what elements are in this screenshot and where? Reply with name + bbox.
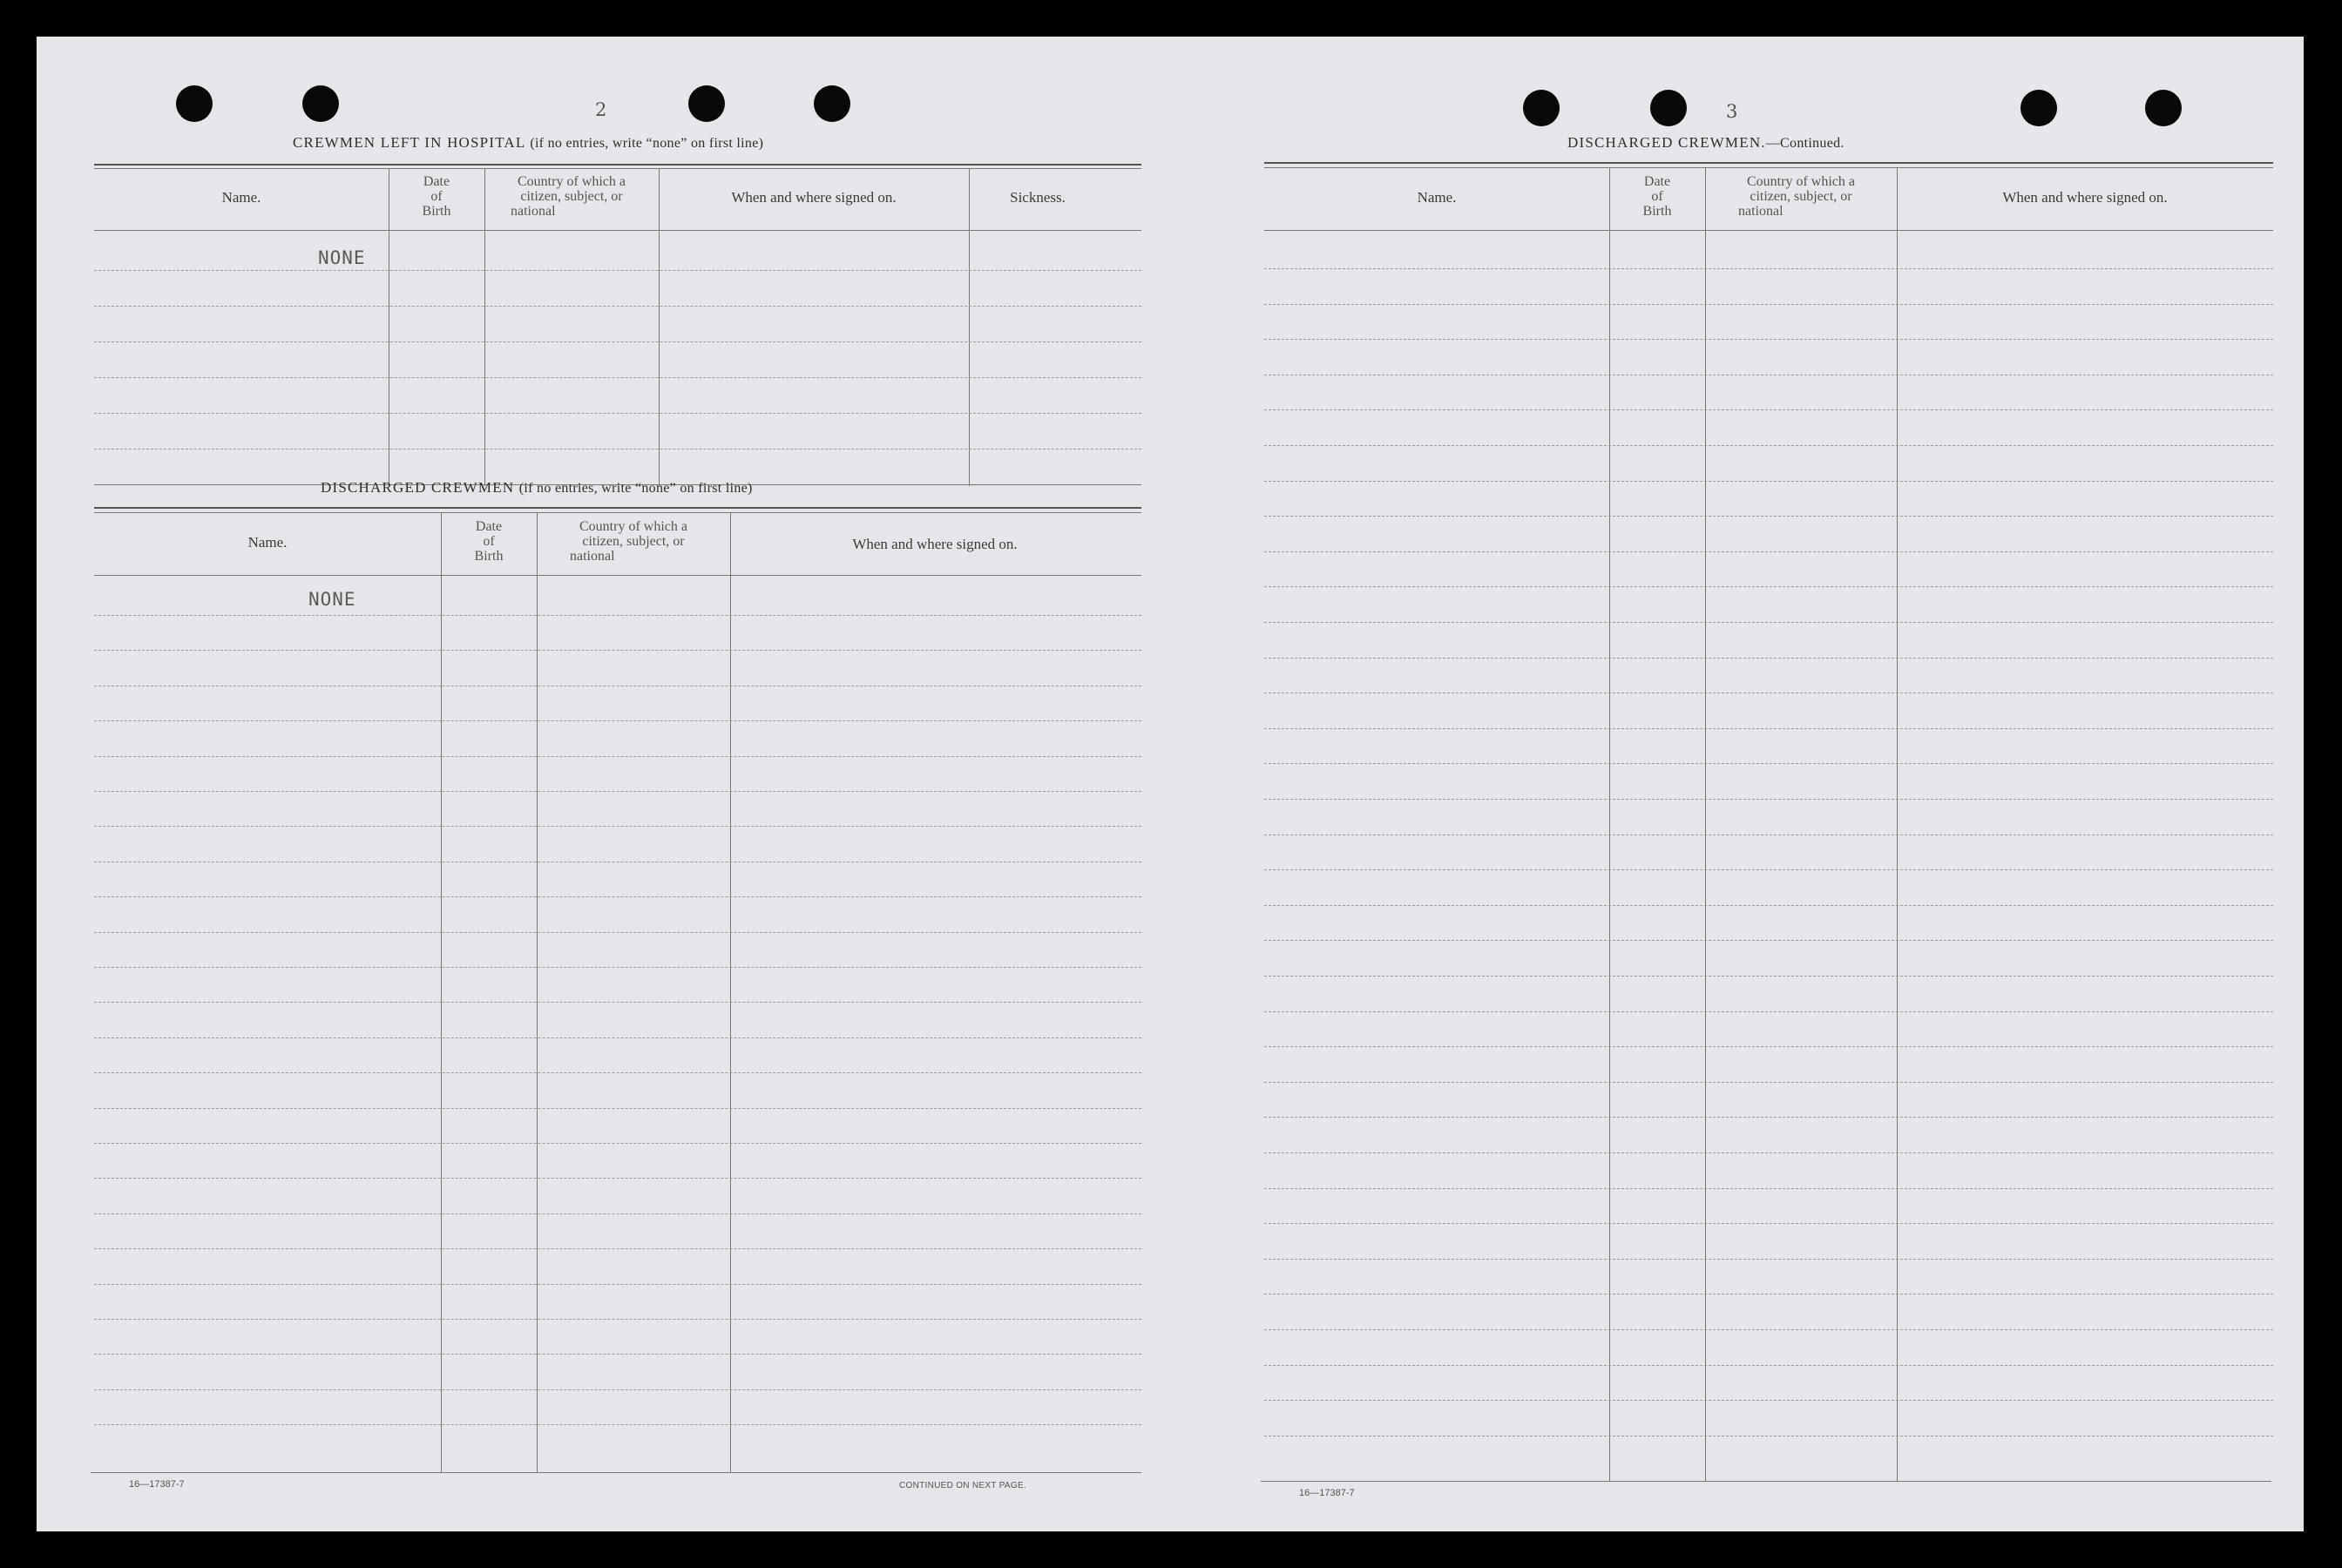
row-line (1264, 799, 2273, 800)
punch-hole (814, 85, 850, 122)
punch-hole (176, 85, 213, 122)
row-line (1264, 1117, 2273, 1118)
discharged-col-divider (441, 512, 442, 1472)
discharged-col-name: Name. (247, 534, 288, 551)
punch-hole (2145, 90, 2182, 126)
row-line (1264, 1188, 2273, 1189)
row-line (94, 1002, 1141, 1003)
row-line (94, 826, 1141, 827)
row-line (94, 1319, 1141, 1320)
discharged-col-dob (441, 519, 537, 564)
hospital-top-rule (94, 164, 1141, 166)
row-line (94, 1389, 1141, 1390)
row-line (94, 377, 1141, 378)
row-line (1264, 409, 2273, 410)
row-line (94, 341, 1141, 342)
row-line (1264, 551, 2273, 552)
hdr-line: Birth (422, 204, 451, 219)
discharged-title-note: (if no entries, write “none” on first line) (518, 481, 753, 496)
hospital-entry-none: NONE (318, 247, 366, 268)
row-line (1264, 728, 2273, 729)
hospital-section-title (293, 134, 763, 152)
discharged-section-title (321, 479, 753, 497)
discharged-top-rule (94, 507, 1141, 509)
discharged-col-signed: When and where signed on. (852, 536, 1018, 552)
row-line (1264, 869, 2273, 870)
row-line (94, 650, 1141, 651)
punch-hole (302, 85, 339, 122)
punch-hole (1523, 90, 1560, 126)
page-number: 3 (1726, 101, 1738, 122)
row-line (1264, 1011, 2273, 1012)
hdr-line: Country of which a (518, 174, 626, 189)
discharged-title-main: DISCHARGED CREWMEN (321, 479, 515, 496)
page-right (1170, 37, 2304, 1531)
hospital-col-divider (484, 169, 485, 486)
row-line (1264, 516, 2273, 517)
hdr-line: Birth (1642, 204, 1672, 219)
row-line (1264, 976, 2273, 977)
row-line (94, 413, 1141, 414)
right-col-divider (1609, 167, 1610, 1481)
hdr-line: national (570, 549, 615, 564)
right-col-divider (1897, 167, 1898, 1481)
row-line (1264, 763, 2273, 764)
right-col-country (1705, 174, 1897, 219)
row-line (94, 1143, 1141, 1144)
discharged-header-rule (94, 575, 1141, 576)
right-bottom-rule (1261, 1481, 2271, 1482)
right-col-signed: When and where signed on. (2002, 189, 2168, 206)
punch-hole (2020, 90, 2057, 126)
punch-hole (688, 85, 725, 122)
row-line (1264, 268, 2273, 269)
row-line (94, 932, 1141, 933)
right-top-rule (1264, 162, 2273, 164)
row-line (1264, 586, 2273, 587)
hdr-line: Date (1643, 174, 1671, 189)
document-sheet (37, 37, 2304, 1531)
form-number: 16—17387-7 (1299, 1488, 1355, 1498)
discharged-entry-none: NONE (308, 589, 356, 610)
row-line (1264, 905, 2273, 906)
hospital-col-divider (659, 169, 660, 486)
row-line (1264, 1259, 2273, 1260)
row-line (1264, 481, 2273, 482)
hospital-col-signed: When and where signed on. (731, 189, 897, 206)
row-line (94, 306, 1141, 307)
right-col-divider (1705, 167, 1706, 1481)
page-number: 2 (595, 99, 607, 120)
row-line (94, 1354, 1141, 1355)
right-col-name: Name. (1417, 189, 1457, 206)
row-line (94, 615, 1141, 616)
punch-hole (1650, 90, 1687, 126)
row-line (94, 720, 1141, 721)
right-top-rule-2 (1264, 167, 2273, 168)
hdr-line: national (511, 204, 556, 219)
row-line (1264, 1046, 2273, 1047)
hdr-line: citizen, subject, or (1750, 189, 1852, 204)
form-number: 16—17387-7 (129, 1479, 185, 1490)
row-line (1264, 1329, 2273, 1330)
row-line (1264, 1152, 2273, 1153)
hdr-line: of (483, 534, 495, 549)
discharged-col-country (537, 519, 730, 564)
hdr-line: Country of which a (579, 519, 687, 534)
row-line (1264, 304, 2273, 305)
discharged-col-divider (537, 512, 538, 1472)
hdr-line: national (1738, 204, 1784, 219)
row-line (94, 1178, 1141, 1179)
hospital-title-main: CREWMEN LEFT IN HOSPITAL (293, 134, 525, 151)
row-line (1264, 1400, 2273, 1401)
hospital-col-name: Name. (221, 189, 261, 206)
hdr-line: Date (423, 174, 450, 189)
row-line (1264, 622, 2273, 623)
row-line (1264, 1082, 2273, 1083)
row-line (1264, 445, 2273, 446)
row-line (94, 1424, 1141, 1425)
row-line (1264, 940, 2273, 941)
right-header-rule (1264, 230, 2273, 231)
hospital-header-rule (94, 230, 1141, 231)
row-line (1264, 339, 2273, 340)
row-line (94, 1037, 1141, 1038)
hdr-line: Date (475, 519, 503, 534)
hospital-col-sickness: Sickness. (1010, 189, 1066, 206)
row-line (94, 1213, 1141, 1214)
row-line (1264, 1365, 2273, 1366)
hdr-line: Country of which a (1747, 174, 1855, 189)
continued-note: CONTINUED ON NEXT PAGE. (899, 1481, 1026, 1490)
row-line (94, 1108, 1141, 1109)
hdr-line: of (1651, 189, 1663, 204)
discharged-bottom-rule (91, 1472, 1141, 1473)
row-line (94, 270, 1141, 271)
hospital-top-rule-2 (94, 168, 1141, 169)
hdr-line: Birth (474, 549, 504, 564)
discharged-continued-main: DISCHARGED CREWMEN. (1567, 134, 1766, 151)
row-line (1264, 1223, 2273, 1224)
hdr-line: citizen, subject, or (582, 534, 685, 549)
discharged-continued-note: —Continued. (1765, 136, 1844, 151)
right-col-dob (1609, 174, 1705, 219)
row-line (1264, 658, 2273, 659)
row-line (94, 1248, 1141, 1249)
row-line (94, 967, 1141, 968)
row-line (94, 896, 1141, 897)
row-line (94, 756, 1141, 757)
hospital-title-note: (if no entries, write “none” on first line) (530, 136, 764, 151)
hdr-line: citizen, subject, or (520, 189, 623, 204)
discharged-col-divider (730, 512, 731, 1472)
hospital-col-dob (389, 174, 484, 219)
hospital-col-divider (969, 169, 970, 486)
hdr-line: of (430, 189, 443, 204)
row-line (94, 1072, 1141, 1073)
row-line (94, 791, 1141, 792)
page-left (37, 37, 1170, 1531)
hospital-col-country (484, 174, 659, 219)
discharged-top-rule-2 (94, 512, 1141, 513)
row-line (94, 1284, 1141, 1285)
discharged-continued-title (1567, 134, 1844, 152)
